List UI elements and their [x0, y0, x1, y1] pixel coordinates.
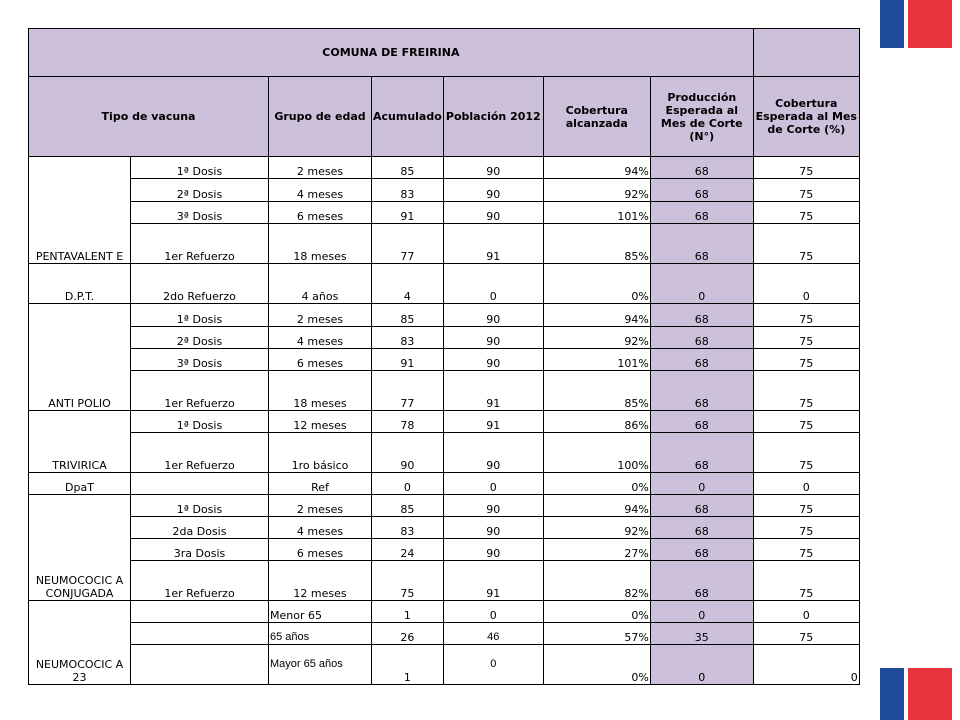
cobertura-cell: 92%: [543, 517, 650, 539]
produccion-cell: 68: [650, 371, 753, 411]
produccion-cell: 68: [650, 179, 753, 202]
dosis-cell: 2do Refuerzo: [131, 264, 269, 304]
vaccine-name: TRIVIRICA: [29, 411, 131, 473]
table-row: [29, 349, 860, 371]
poblacion-cell: 90: [443, 327, 543, 349]
edad-cell: 18 meses: [269, 371, 372, 411]
acumulado-cell: 0: [372, 473, 444, 495]
table-row: [29, 601, 860, 623]
acumulado-cell: 77: [372, 371, 444, 411]
edad-cell: 65 años: [269, 623, 372, 645]
acumulado-cell: 77: [372, 224, 444, 264]
esperada-cell: 75: [753, 304, 859, 327]
poblacion-cell: 0: [443, 264, 543, 304]
table-row: [29, 645, 860, 685]
edad-cell: Ref: [269, 473, 372, 495]
table-row: [29, 495, 860, 517]
produccion-cell: 68: [650, 433, 753, 473]
poblacion-cell: 91: [443, 411, 543, 433]
esperada-cell: 75: [753, 224, 859, 264]
edad-cell: 6 meses: [269, 539, 372, 561]
esperada-cell: 75: [753, 349, 859, 371]
edad-cell: 12 meses: [269, 561, 372, 601]
produccion-cell: 68: [650, 157, 753, 179]
cobertura-cell: 100%: [543, 433, 650, 473]
poblacion-cell: 91: [443, 224, 543, 264]
produccion-cell: 68: [650, 224, 753, 264]
edad-cell: 6 meses: [269, 202, 372, 224]
edad-cell: 12 meses: [269, 411, 372, 433]
produccion-cell: 68: [650, 411, 753, 433]
table-row: [29, 264, 860, 304]
header-acumulado: Acumulado: [372, 77, 444, 157]
produccion-cell: 35: [650, 623, 753, 645]
title-blank-cell: [753, 29, 859, 77]
table-row: [29, 411, 860, 433]
esperada-cell: 0: [753, 645, 859, 685]
esperada-cell: 75: [753, 327, 859, 349]
esperada-cell: 0: [753, 473, 859, 495]
dosis-cell: [131, 645, 269, 685]
esperada-cell: 75: [753, 179, 859, 202]
dosis-cell: [131, 623, 269, 645]
vaccine-name: DpaT: [29, 473, 131, 495]
acumulado-cell: 85: [372, 495, 444, 517]
cobertura-cell: 57%: [543, 623, 650, 645]
edad-cell: 6 meses: [269, 349, 372, 371]
edad-cell: 18 meses: [269, 224, 372, 264]
esperada-cell: 0: [753, 264, 859, 304]
cobertura-cell: 92%: [543, 179, 650, 202]
esperada-cell: 75: [753, 623, 859, 645]
edad-cell: 4 meses: [269, 517, 372, 539]
cobertura-cell: 0%: [543, 264, 650, 304]
vaccine-name: D.P.T.: [29, 264, 131, 304]
flag-decoration-bottom: [880, 668, 952, 720]
dosis-cell: 1ª Dosis: [131, 495, 269, 517]
dosis-cell: 1ª Dosis: [131, 157, 269, 179]
poblacion-cell: 90: [443, 157, 543, 179]
acumulado-cell: 90: [372, 433, 444, 473]
acumulado-cell: 85: [372, 304, 444, 327]
acumulado-cell: 26: [372, 623, 444, 645]
vaccine-name: PENTAVALENT E: [29, 157, 131, 264]
header-poblacion: Población 2012: [443, 77, 543, 157]
table-row: [29, 517, 860, 539]
esperada-cell: 75: [753, 371, 859, 411]
edad-cell: 2 meses: [269, 157, 372, 179]
edad-cell: 2 meses: [269, 495, 372, 517]
vaccine-name: NEUMOCOCIC A 23: [29, 601, 131, 685]
produccion-cell: 0: [650, 473, 753, 495]
poblacion-cell: 90: [443, 179, 543, 202]
acumulado-cell: 4: [372, 264, 444, 304]
vaccine-name: NEUMOCOCIC A CONJUGADA: [29, 495, 131, 601]
esperada-cell: 75: [753, 157, 859, 179]
table-row: [29, 539, 860, 561]
produccion-cell: 68: [650, 202, 753, 224]
esperada-cell: 75: [753, 202, 859, 224]
acumulado-cell: 24: [372, 539, 444, 561]
table-row: [29, 327, 860, 349]
header-tipo: Tipo de vacuna: [29, 77, 269, 157]
cobertura-cell: 0%: [543, 645, 650, 685]
edad-cell: 4 meses: [269, 327, 372, 349]
produccion-cell: 68: [650, 539, 753, 561]
acumulado-cell: 78: [372, 411, 444, 433]
esperada-cell: 0: [753, 601, 859, 623]
poblacion-cell: 90: [443, 202, 543, 224]
acumulado-cell: 83: [372, 517, 444, 539]
edad-cell: Mayor 65 años: [269, 645, 372, 685]
poblacion-cell: 0: [443, 645, 543, 685]
table-row: [29, 473, 860, 495]
cobertura-cell: 86%: [543, 411, 650, 433]
poblacion-cell: 90: [443, 433, 543, 473]
dosis-cell: 1er Refuerzo: [131, 371, 269, 411]
dosis-cell: 2ª Dosis: [131, 327, 269, 349]
table-row: [29, 157, 860, 179]
poblacion-cell: 0: [443, 473, 543, 495]
esperada-cell: 75: [753, 517, 859, 539]
header-esperada: Cobertura Esperada al Mes de Corte (%): [753, 77, 859, 157]
table-row: [29, 224, 860, 264]
table-row: [29, 561, 860, 601]
esperada-cell: 75: [753, 495, 859, 517]
table-row: [29, 179, 860, 202]
acumulado-cell: 83: [372, 327, 444, 349]
produccion-cell: 68: [650, 304, 753, 327]
cobertura-cell: 0%: [543, 601, 650, 623]
cobertura-cell: 101%: [543, 349, 650, 371]
produccion-cell: 0: [650, 264, 753, 304]
cobertura-cell: 82%: [543, 561, 650, 601]
header-cobertura: Cobertura alcanzada: [543, 77, 650, 157]
produccion-cell: 68: [650, 495, 753, 517]
produccion-cell: 0: [650, 645, 753, 685]
acumulado-cell: 1: [372, 601, 444, 623]
dosis-cell: 1ª Dosis: [131, 304, 269, 327]
dosis-cell: [131, 473, 269, 495]
dosis-cell: 1er Refuerzo: [131, 433, 269, 473]
cobertura-cell: 0%: [543, 473, 650, 495]
dosis-cell: [131, 601, 269, 623]
poblacion-cell: 0: [443, 601, 543, 623]
table-title: COMUNA DE FREIRINA: [29, 29, 754, 77]
poblacion-cell: 90: [443, 517, 543, 539]
cobertura-cell: 101%: [543, 202, 650, 224]
dosis-cell: 2ª Dosis: [131, 179, 269, 202]
dosis-cell: 3ª Dosis: [131, 202, 269, 224]
poblacion-cell: 90: [443, 495, 543, 517]
cobertura-cell: 94%: [543, 304, 650, 327]
acumulado-cell: 91: [372, 202, 444, 224]
vaccine-name: ANTI POLIO: [29, 304, 131, 411]
table-row: [29, 433, 860, 473]
edad-cell: 4 meses: [269, 179, 372, 202]
poblacion-cell: 46: [443, 623, 543, 645]
vaccination-coverage-table: [28, 28, 860, 685]
cobertura-cell: 94%: [543, 157, 650, 179]
acumulado-cell: 91: [372, 349, 444, 371]
header-grupo: Grupo de edad: [269, 77, 372, 157]
edad-cell: 1ro básico: [269, 433, 372, 473]
acumulado-cell: 83: [372, 179, 444, 202]
table-row: [29, 202, 860, 224]
poblacion-cell: 90: [443, 304, 543, 327]
cobertura-cell: 85%: [543, 371, 650, 411]
cobertura-cell: 92%: [543, 327, 650, 349]
produccion-cell: 68: [650, 517, 753, 539]
produccion-cell: 68: [650, 349, 753, 371]
esperada-cell: 75: [753, 411, 859, 433]
poblacion-cell: 90: [443, 349, 543, 371]
edad-cell: Menor 65: [269, 601, 372, 623]
dosis-cell: 2da Dosis: [131, 517, 269, 539]
edad-cell: 2 meses: [269, 304, 372, 327]
produccion-cell: 68: [650, 327, 753, 349]
esperada-cell: 75: [753, 561, 859, 601]
cobertura-cell: 94%: [543, 495, 650, 517]
esperada-cell: 75: [753, 539, 859, 561]
dosis-cell: 1er Refuerzo: [131, 224, 269, 264]
esperada-cell: 75: [753, 433, 859, 473]
dosis-cell: 3ª Dosis: [131, 349, 269, 371]
header-produccion: Producción Esperada al Mes de Corte (N°): [650, 77, 753, 157]
table-row: [29, 304, 860, 327]
acumulado-cell: 85: [372, 157, 444, 179]
table-row: [29, 623, 860, 645]
produccion-cell: 68: [650, 561, 753, 601]
flag-decoration-top: [880, 0, 952, 48]
cobertura-cell: 27%: [543, 539, 650, 561]
poblacion-cell: 91: [443, 561, 543, 601]
dosis-cell: 1ª Dosis: [131, 411, 269, 433]
produccion-cell: 0: [650, 601, 753, 623]
cobertura-cell: 85%: [543, 224, 650, 264]
poblacion-cell: 91: [443, 371, 543, 411]
dosis-cell: 3ra Dosis: [131, 539, 269, 561]
poblacion-cell: 90: [443, 539, 543, 561]
dosis-cell: 1er Refuerzo: [131, 561, 269, 601]
table-row: [29, 371, 860, 411]
acumulado-cell: 75: [372, 561, 444, 601]
edad-cell: 4 años: [269, 264, 372, 304]
acumulado-cell: 1: [372, 645, 444, 685]
